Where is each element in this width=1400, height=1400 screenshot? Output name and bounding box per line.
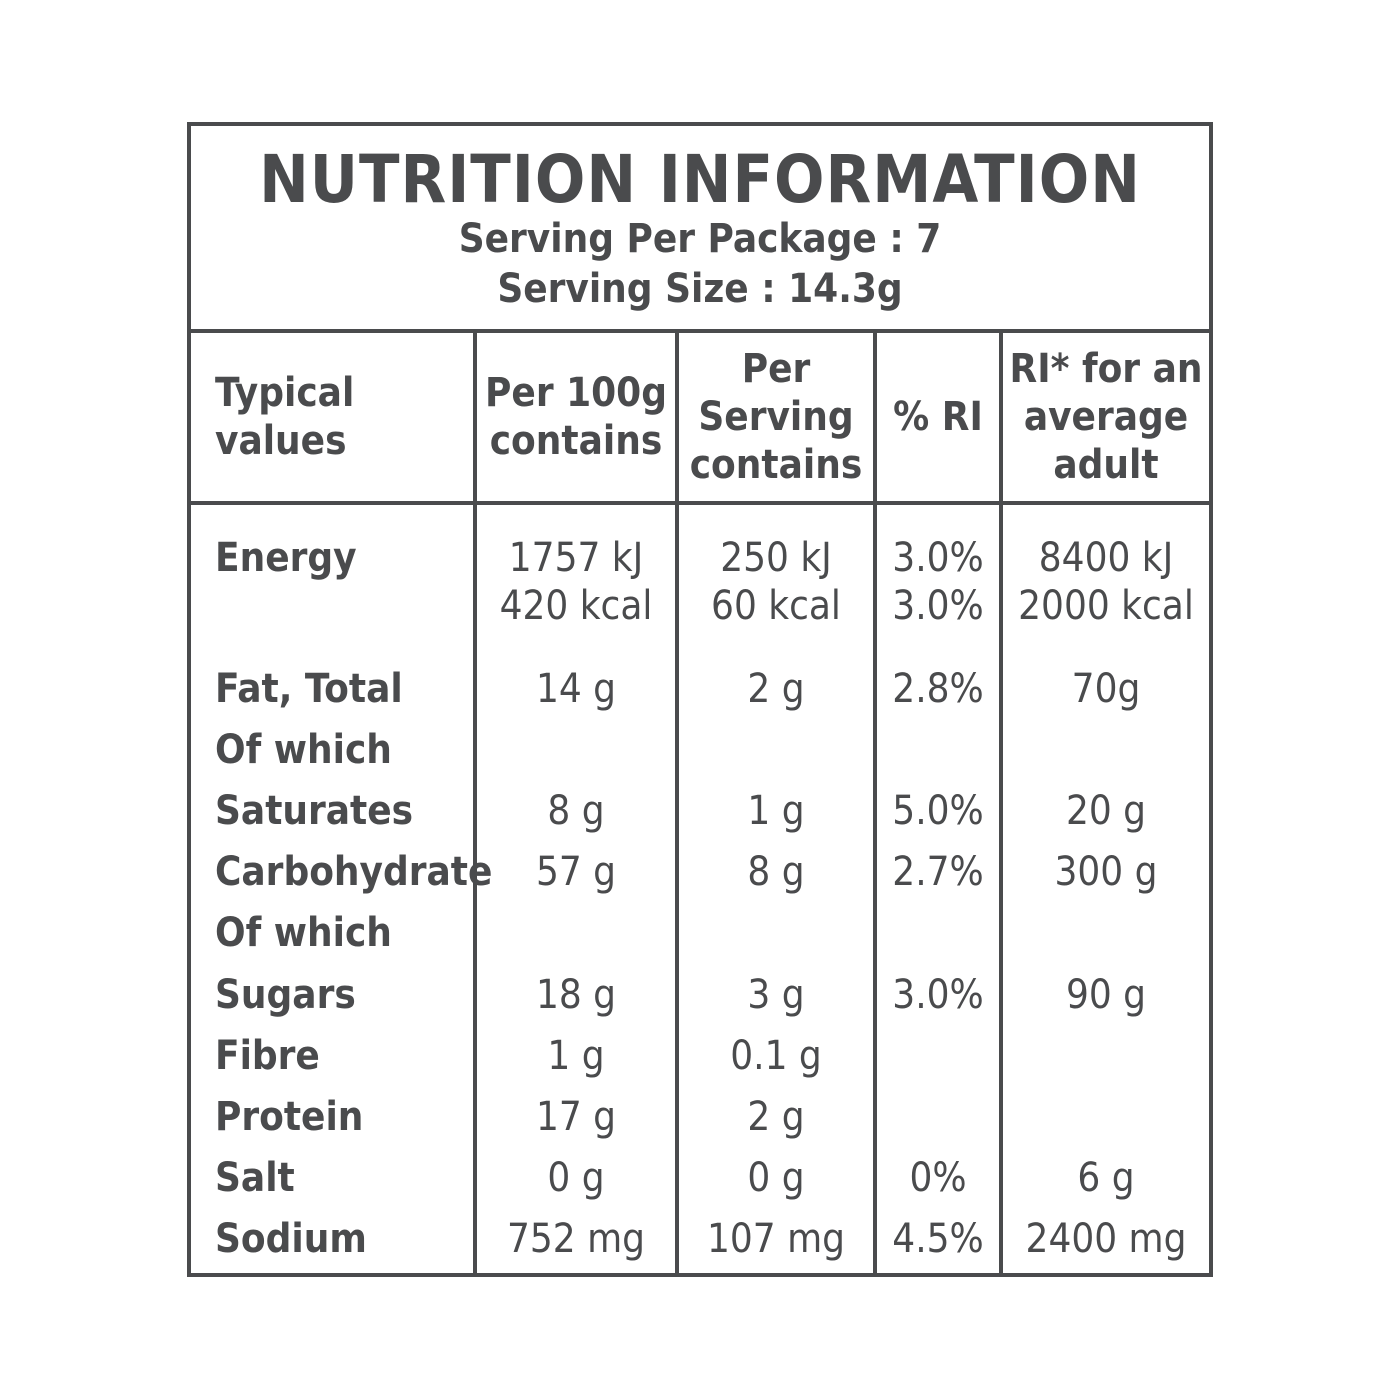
row-name-carbohydrate: Carbohydrate bbox=[215, 849, 493, 895]
row-name-protein: Protein bbox=[215, 1094, 364, 1140]
carbohydrate-per-serving: 8 g bbox=[747, 849, 805, 895]
row-name-sodium: Sodium bbox=[215, 1216, 367, 1262]
row-name-fibre: Fibre bbox=[215, 1033, 320, 1079]
energy-kj-per-serving: 250 kJ bbox=[720, 535, 832, 581]
title-block bbox=[191, 126, 1209, 333]
energy-kj-ri-percent: 3.0% bbox=[892, 535, 984, 581]
energy-kcal-ri-percent: 3.0% bbox=[892, 583, 984, 629]
protein-per-serving: 2 g bbox=[747, 1094, 805, 1140]
energy-kcal-ri: 2000 kcal bbox=[1018, 583, 1194, 629]
fat-ri-percent: 2.8% bbox=[892, 666, 984, 712]
saturates-per-100g: 8 g bbox=[547, 788, 605, 834]
header-ri-adult: RI* for an average adult bbox=[1009, 346, 1203, 488]
sugars-ri: 90 g bbox=[1065, 972, 1147, 1018]
header-divider bbox=[191, 501, 1209, 505]
servings-per-package: Serving Per Package : 7 bbox=[458, 216, 942, 262]
sugars-ri-percent: 3.0% bbox=[892, 972, 984, 1018]
sodium-ri-percent: 4.5% bbox=[892, 1216, 984, 1262]
row-name-fat: Fat, Total bbox=[215, 666, 403, 712]
carbohydrate-per-100g: 57 g bbox=[535, 849, 617, 895]
energy-kcal-per-serving: 60 kcal bbox=[711, 583, 841, 629]
nutrition-label bbox=[187, 122, 1213, 1277]
serving-size: Serving Size : 14.3g bbox=[497, 266, 903, 312]
header-percent-ri: % RI bbox=[893, 394, 983, 440]
saturates-per-serving: 1 g bbox=[747, 788, 805, 834]
header-per-100g: Per 100g contains bbox=[485, 370, 667, 464]
fat-per-100g: 14 g bbox=[535, 666, 617, 712]
header-per-serving: Per Serving contains bbox=[689, 346, 863, 488]
saturates-ri: 20 g bbox=[1065, 788, 1147, 834]
carbohydrate-ri-percent: 2.7% bbox=[892, 849, 984, 895]
carbohydrate-ri: 300 g bbox=[1054, 849, 1158, 895]
sugars-per-100g: 18 g bbox=[535, 972, 617, 1018]
row-name-fat-of-which: Of which bbox=[215, 727, 392, 773]
fibre-per-100g: 1 g bbox=[547, 1033, 605, 1079]
energy-kj-per-100g: 1757 kJ bbox=[508, 535, 644, 581]
label-title: NUTRITION INFORMATION bbox=[259, 141, 1141, 218]
row-name-sugars: Sugars bbox=[215, 972, 356, 1018]
sodium-per-serving: 107 mg bbox=[706, 1216, 845, 1262]
salt-per-100g: 0 g bbox=[547, 1155, 605, 1201]
sodium-per-100g: 752 mg bbox=[506, 1216, 645, 1262]
salt-ri: 6 g bbox=[1077, 1155, 1135, 1201]
protein-per-100g: 17 g bbox=[535, 1094, 617, 1140]
row-name-energy: Energy bbox=[215, 535, 357, 581]
fat-ri: 70g bbox=[1071, 666, 1141, 712]
row-name-salt: Salt bbox=[215, 1155, 295, 1201]
salt-per-serving: 0 g bbox=[747, 1155, 805, 1201]
fat-per-serving: 2 g bbox=[747, 666, 805, 712]
energy-kcal-per-100g: 420 kcal bbox=[499, 583, 653, 629]
fibre-per-serving: 0.1 g bbox=[730, 1033, 822, 1079]
header-typical-values: Typical values bbox=[215, 370, 355, 464]
saturates-ri-percent: 5.0% bbox=[892, 788, 984, 834]
row-name-saturates: Saturates bbox=[215, 788, 414, 834]
sodium-ri: 2400 mg bbox=[1025, 1216, 1187, 1262]
row-name-carb-of-which: Of which bbox=[215, 910, 392, 956]
energy-kj-ri: 8400 kJ bbox=[1038, 535, 1174, 581]
salt-ri-percent: 0% bbox=[909, 1155, 967, 1201]
sugars-per-serving: 3 g bbox=[747, 972, 805, 1018]
